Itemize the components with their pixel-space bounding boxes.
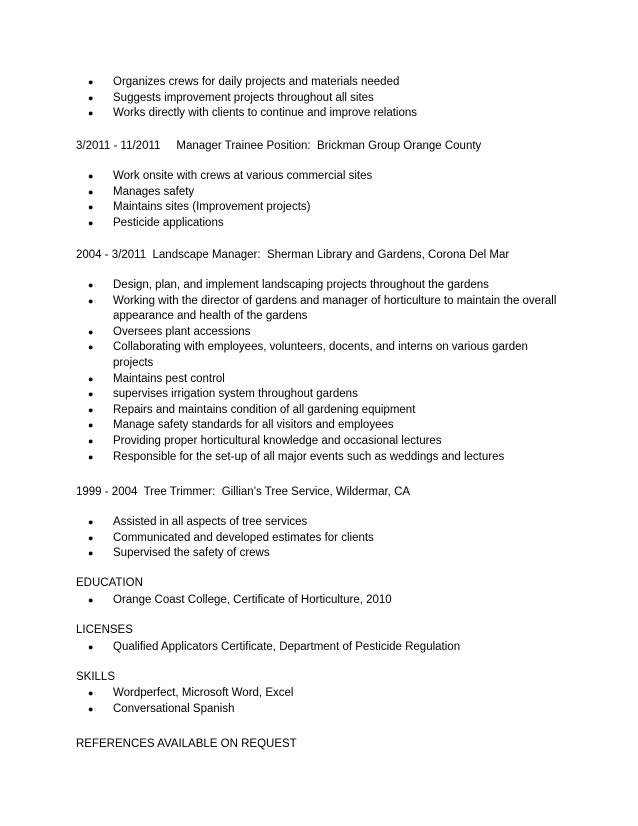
- bullet-icon: ●: [88, 703, 94, 714]
- bullet-icon: ●: [88, 202, 94, 213]
- bullet-icon: ●: [88, 326, 94, 337]
- duties-list-continued: [0, 75, 563, 122]
- list-item: ● Design, plan, and implement landscaping projects throughout the gardens: [0, 278, 563, 294]
- list-item: ● Wordperfect, Microsoft Word, Excel: [0, 686, 563, 702]
- list-item: ● Communicated and developed estimates for clients: [0, 531, 563, 547]
- bullet-icon: ●: [88, 171, 94, 181]
- skills-list: [0, 686, 563, 717]
- list-item: ● Working with the director of gardens and manager of horticulture to maintain the overall appearance and health of the gardens: [88, 294, 557, 323]
- list-item: ● Providing proper horticultural knowledge and occasional lectures: [0, 434, 563, 450]
- job-heading-gillians: 1999 - 2004 Tree Trimmer: Gillian’s Tree Service, Wildermar, CA: [76, 486, 411, 498]
- list-item: ● supervises irrigation system throughout gardens: [0, 387, 563, 403]
- bullet-icon: ●: [88, 280, 94, 290]
- bullet-icon: ●: [88, 642, 94, 652]
- list-item: ● Conversational Spanish: [0, 702, 563, 718]
- list-item: ● Organizes crews for daily projects and materials needed: [0, 75, 563, 91]
- bullet-icon: ●: [88, 342, 94, 353]
- bullet-icon: ●: [88, 77, 94, 87]
- list-item: ● Collaborating with employees, volunteers, docents, and interns on various garden projects: [88, 341, 528, 369]
- list-item: ● Orange Coast College, Certificate of Horticulture, 2010: [0, 593, 563, 609]
- bullet-icon: ●: [88, 435, 94, 446]
- list-item: ● Work onsite with crews at various commercial sites: [0, 169, 563, 185]
- list-item: ● Pesticide applications: [0, 216, 563, 232]
- licenses-list: [0, 640, 563, 656]
- references-note: REFERENCES AVAILABLE ON REQUEST: [76, 738, 297, 750]
- bullet-icon: ●: [88, 295, 94, 306]
- bullet-icon: ●: [88, 595, 94, 605]
- bullet-icon: ●: [88, 451, 94, 462]
- bullet-icon: ●: [88, 420, 94, 431]
- job-duties-brickman: [0, 169, 563, 231]
- bullet-icon: ●: [88, 404, 94, 415]
- bullet-icon: ●: [88, 688, 94, 698]
- list-item: ● Manages safety: [0, 185, 563, 201]
- skills-heading: SKILLS: [76, 671, 115, 683]
- bullet-icon: ●: [88, 217, 94, 228]
- bullet-icon: ●: [88, 548, 94, 559]
- education-list: [0, 593, 563, 609]
- list-item: ● Maintains pest control: [0, 372, 563, 388]
- list-item: ● Supervised the safety of crews: [0, 546, 563, 562]
- bullet-icon: ●: [88, 373, 94, 384]
- bullet-icon: ●: [88, 517, 94, 527]
- list-item: ● Repairs and maintains condition of all gardening equipment: [0, 403, 563, 419]
- licenses-heading: LICENSES: [76, 624, 133, 636]
- job-heading-sherman: 2004 - 3/2011 Landscape Manager: Sherman Library and Gardens, Corona Del Mar: [76, 249, 510, 261]
- list-item: ● Qualified Applicators Certificate, Department of Pesticide Regulation: [0, 640, 563, 656]
- job-heading-brickman: 3/2011 - 11/2011 Manager Trainee Position: Brickman Group Orange County: [76, 140, 482, 152]
- list-item: ● Suggests improvement projects throughout all sites: [0, 91, 563, 107]
- list-item: ● Works directly with clients to continue and improve relations: [0, 106, 563, 122]
- bullet-icon: ●: [88, 186, 94, 197]
- bullet-icon: ●: [88, 389, 94, 400]
- bullet-icon: ●: [88, 532, 94, 543]
- education-heading: EDUCATION: [76, 577, 143, 589]
- list-item: ● Assisted in all aspects of tree services: [0, 515, 563, 531]
- list-item: ● Responsible for the set-up of all major events such as weddings and lectures: [0, 450, 563, 466]
- bullet-icon: ●: [88, 92, 94, 103]
- list-item: ● Oversees plant accessions: [0, 325, 563, 341]
- job-duties-sherman: [0, 278, 563, 465]
- job-duties-gillians: [0, 515, 563, 562]
- bullet-icon: ●: [88, 108, 94, 119]
- list-item: ● Manage safety standards for all visitors and employees: [0, 418, 563, 434]
- list-item: ● Maintains sites (Improvement projects): [0, 200, 563, 216]
